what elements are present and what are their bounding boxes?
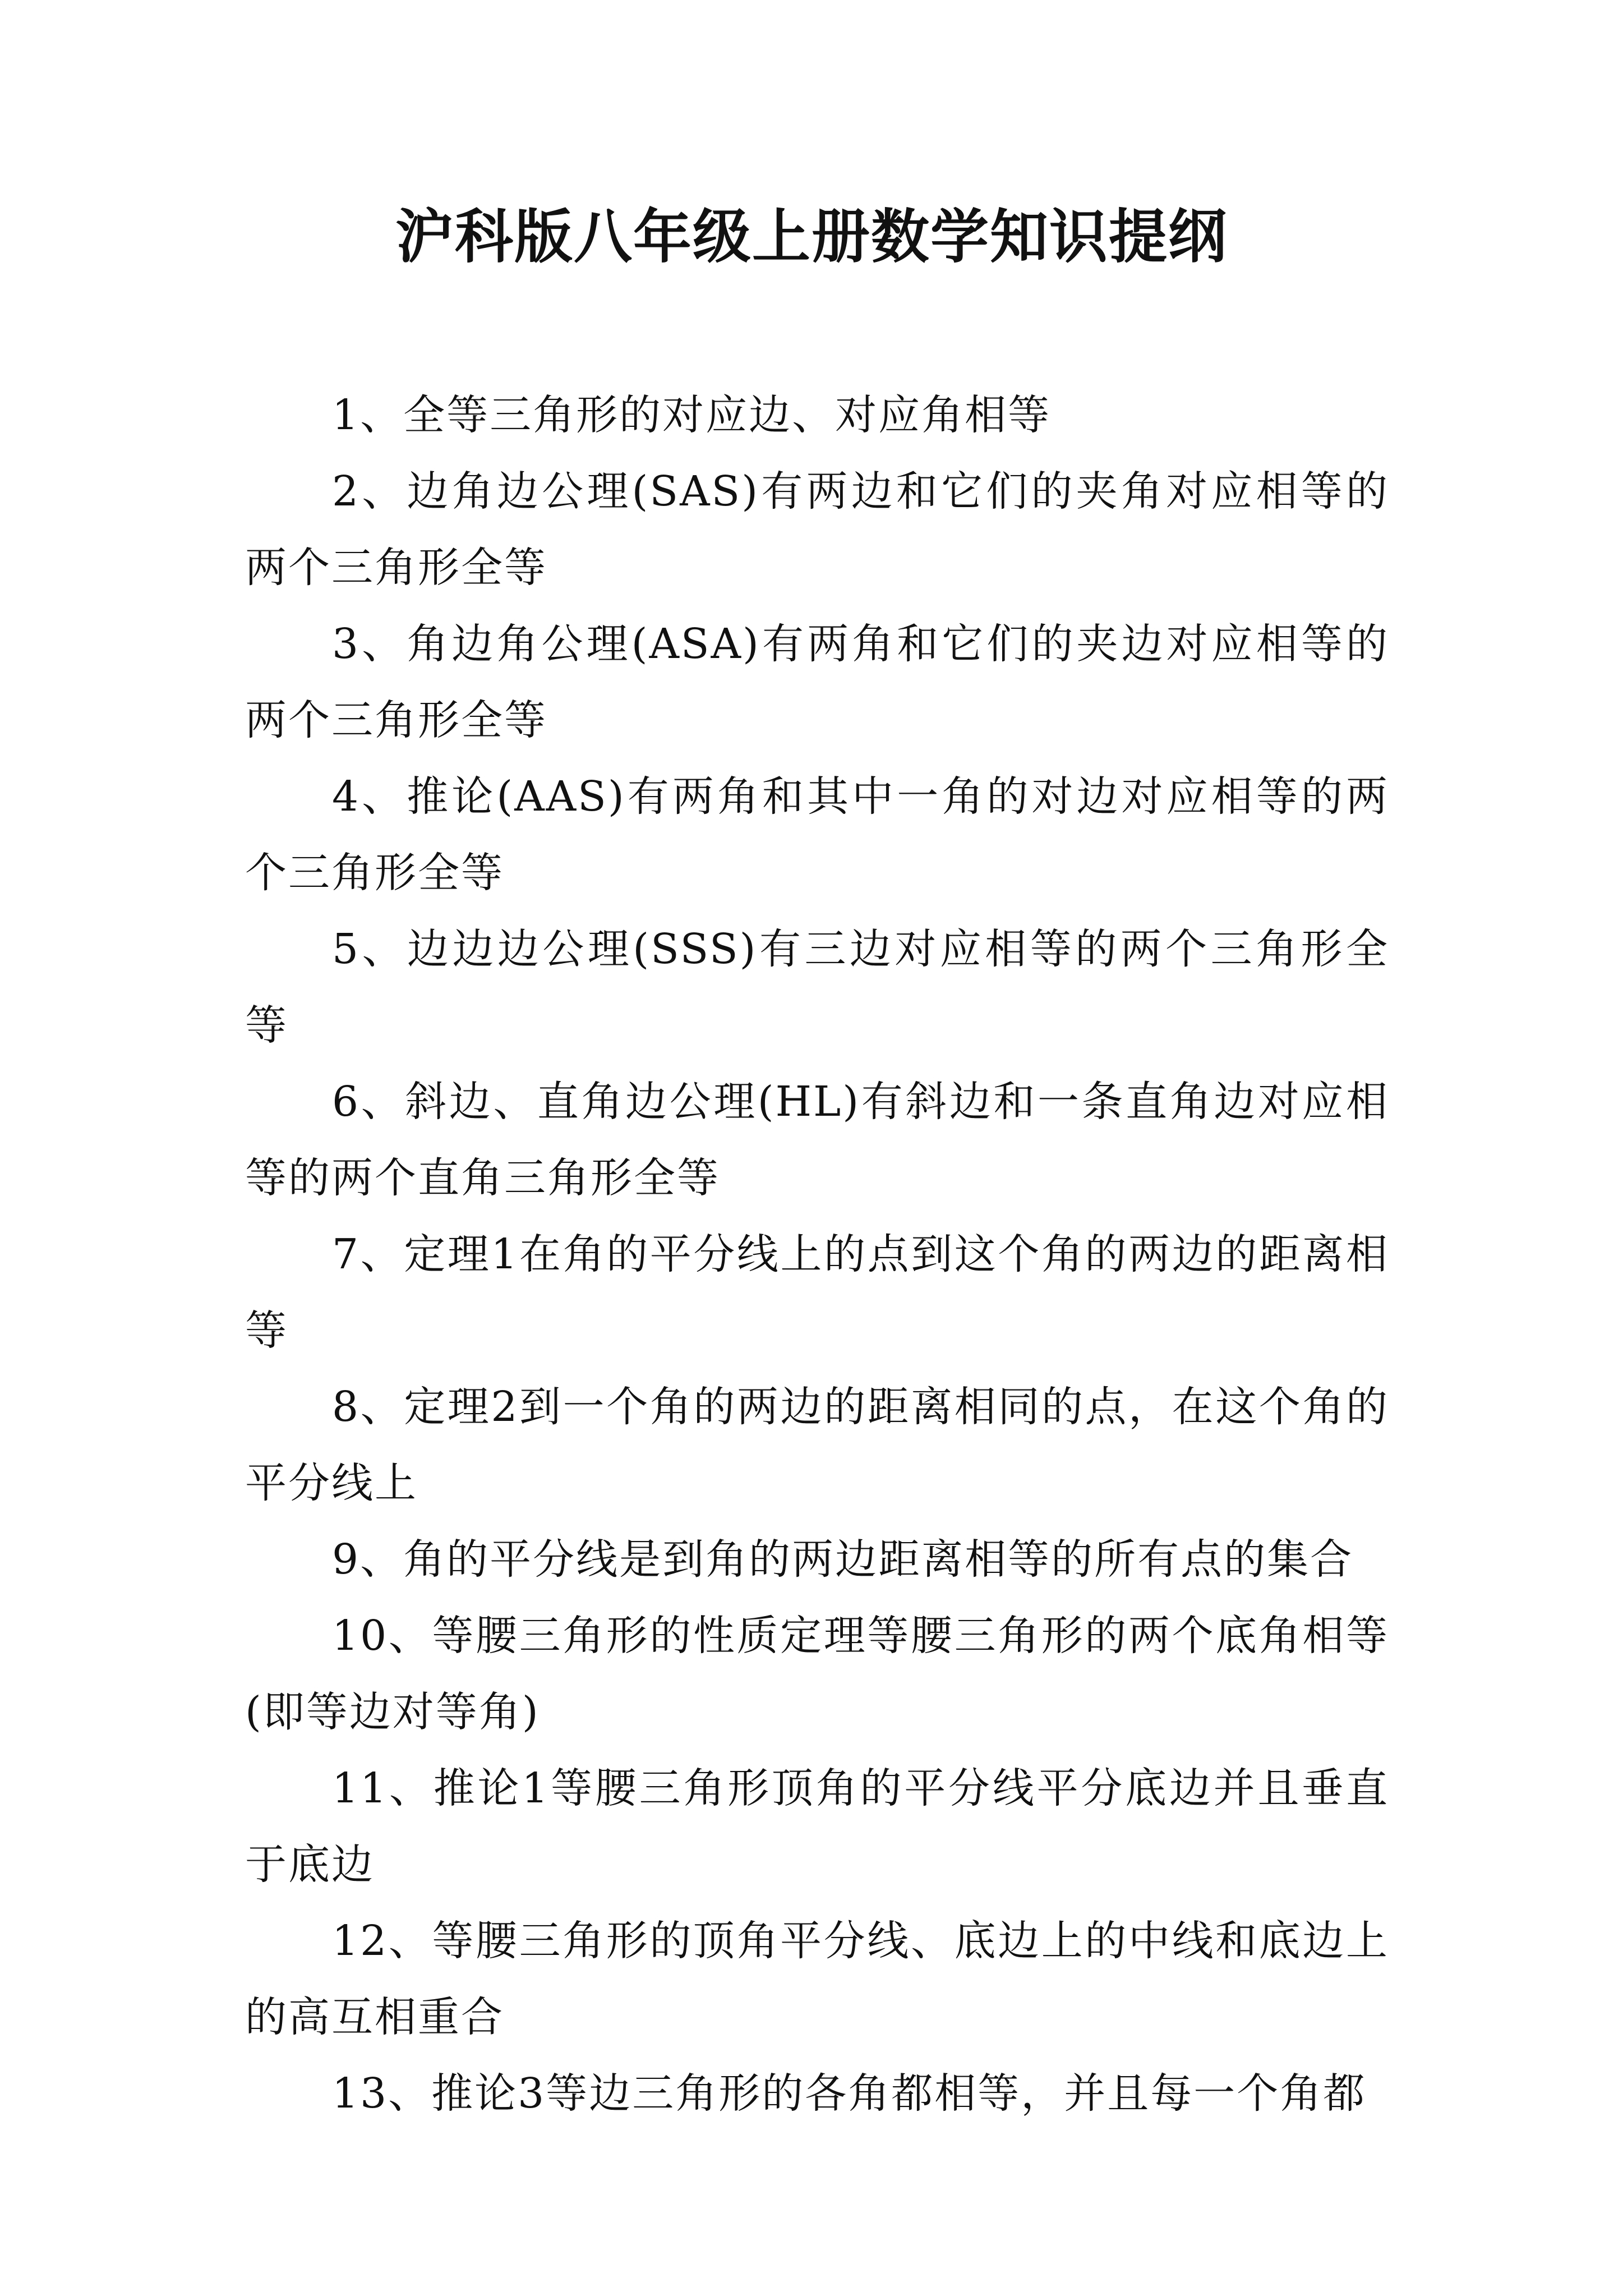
outline-item-4: 4、推论(AAS)有两角和其中一角的对边对应相等的两个三角形全等 [245, 772, 1389, 897]
outline-item-9: 9、角的平分线是到角的两边距离相等的所有点的集合 [332, 1535, 1354, 1584]
document-title: 沪科版八年级上册数学知识提纲 [395, 203, 1228, 271]
outline-item-5: 5、边边边公理(SSS)有三边对应相等的两个三角形全等 [245, 925, 1389, 1050]
outline-item-7: 7、定理1在角的平分线上的点到这个角的两边的距离相等 [245, 1230, 1389, 1355]
outline-item-2: 2、边角边公理(SAS)有两边和它们的夹角对应相等的两个三角形全等 [245, 467, 1389, 592]
outline-list [245, 377, 1389, 2132]
outline-item-11: 11、推论1等腰三角形顶角的平分线平分底边并且垂直于底边 [245, 1764, 1389, 1889]
outline-item-13: 13、推论3等边三角形的各角都相等，并且每一个角都 [332, 2069, 1367, 2118]
outline-item-1: 1、全等三角形的对应边、对应角相等 [332, 391, 1052, 439]
outline-item-3: 3、角边角公理(ASA)有两角和它们的夹边对应相等的两个三角形全等 [245, 620, 1389, 744]
outline-item-8: 8、定理2到一个角的两边的距离相同的点，在这个角的平分线上 [245, 1383, 1389, 1507]
outline-item-10: 10、等腰三角形的性质定理等腰三角形的两个底角相等(即等边对等角) [245, 1612, 1389, 1736]
outline-item-6: 6、斜边、直角边公理(HL)有斜边和一条直角边对应相等的两个直角三角形全等 [245, 1078, 1389, 1202]
outline-item-12: 12、等腰三角形的顶角平分线、底边上的中线和底边上的高互相重合 [245, 1917, 1389, 2041]
